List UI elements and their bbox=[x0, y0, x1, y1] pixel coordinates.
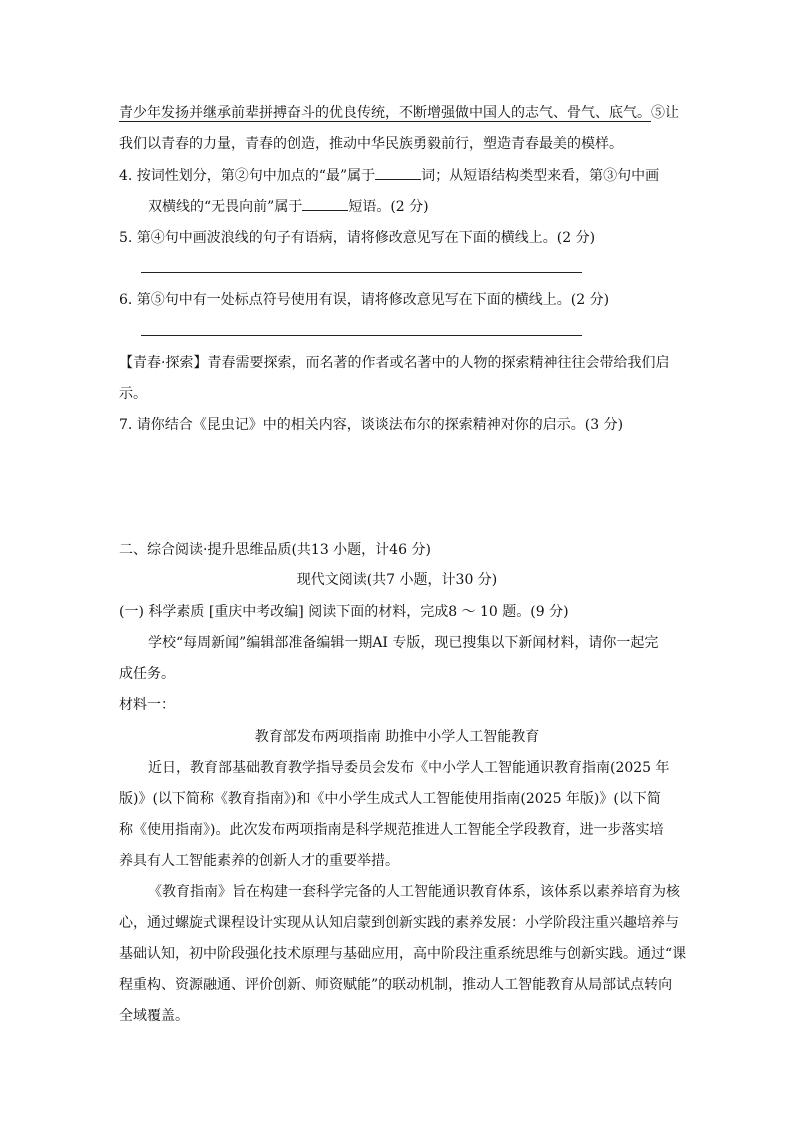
question-6: 6. 第⑤句中有一处标点符号使用有误，请将修改意见写在下面的横线上。(2 分) bbox=[119, 292, 610, 308]
passage-line-1-tail: ⑤让 bbox=[651, 105, 679, 121]
question-5: 5. 第④句中画波浪线的句子有语病，请将修改意见写在下面的横线上。(2 分) bbox=[119, 230, 596, 246]
question-4-line-1 bbox=[119, 165, 659, 186]
question-4-text-c: 双横线的“无畏向前”属于 bbox=[148, 199, 303, 215]
answer-line-q6[interactable] bbox=[141, 335, 582, 336]
material-label: 材料一： bbox=[119, 697, 175, 713]
passage-line-1 bbox=[119, 103, 679, 123]
intro-line-1: 学校“每周新闻”编辑部准备编辑一期AI 专版，现已搜集以下新闻材料，请你一起完 bbox=[148, 635, 659, 651]
paragraph-2-line-4: 程重构、资源融通、评价创新、师资赋能”的联动机制，推动人工智能教育从局部试点转向 bbox=[119, 977, 673, 993]
wavy-underlined-sentence: 青少年发扬并继承前辈拼搏奋斗的优良传统，不断增强做中国人的志气、骨气、底气。 bbox=[119, 105, 651, 121]
section-2-subheading: 现代文阅读(共7 小题，计30 分) bbox=[296, 572, 498, 588]
part-1-heading: (一) 科学素质 [重庆中考改编] 阅读下面的材料，完成8 ～ 10 题。(9 分) bbox=[119, 604, 569, 620]
paragraph-1-line-1: 近日，教育部基础教育教学指导委员会发布《中小学人工智能通识教育指南(2025 年 bbox=[148, 760, 670, 776]
answer-blank-q4-part1[interactable] bbox=[375, 165, 421, 180]
section-2-heading: 二、综合阅读·提升思维品质(共13 小题，计46 分) bbox=[119, 542, 431, 558]
paragraph-2-line-1: 《教育指南》旨在构建一套科学完备的人工智能通识教育体系，该体系以素养培育为核 bbox=[148, 884, 680, 900]
answer-blank-q4-part2[interactable] bbox=[302, 196, 348, 211]
paragraph-2-line-3: 基础认知，初中阶段强化技术原理与基础应用，高中阶段注重系统思维与创新实践。通过“课 bbox=[119, 946, 687, 962]
intro-line-2: 成任务。 bbox=[119, 666, 175, 682]
question-4-text-a: 4. 按词性划分，第②句中加点的“最”属于 bbox=[119, 168, 376, 184]
paragraph-1-line-4: 养具有人工智能素养的创新人才的重要举措。 bbox=[119, 853, 399, 869]
question-4-text-b: 词；从短语结构类型来看，第③句中画 bbox=[421, 168, 660, 184]
paragraph-1-line-3: 称《使用指南》)。此次发布两项指南是科学规范推进人工智能全学段教育，进一步落实培 bbox=[119, 822, 664, 838]
question-4-text-d: 短语。(2 分) bbox=[348, 199, 429, 215]
paragraph-1-line-2: 版)》(以下简称《教育指南》)和《中小学生成式人工智能使用指南(2025 年版)》(以下简 bbox=[119, 791, 661, 807]
paragraph-2-line-5: 全域覆盖。 bbox=[119, 1008, 189, 1024]
article-title: 教育部发布两项指南 助推中小学人工智能教育 bbox=[254, 729, 540, 745]
answer-line-q5[interactable] bbox=[141, 272, 582, 273]
explore-heading-line-1: 【青春·探索】青春需要探索，而名著的作者或名著中的人物的探索精神往往会带给我们启 bbox=[119, 355, 670, 371]
question-7: 7. 请你结合《昆虫记》中的相关内容，谈谈法布尔的探索精神对你的启示。(3 分) bbox=[119, 417, 624, 433]
explore-heading-line-2: 示。 bbox=[119, 386, 147, 402]
paragraph-2-line-2: 心，通过螺旋式课程设计实现从认知启蒙到创新实践的素养发展：小学阶段注重兴趣培养与 bbox=[119, 915, 679, 931]
question-4-line-2 bbox=[148, 196, 429, 217]
passage-line-2: 我们以青春的力量，青春的创造，推动中华民族勇毅前行，塑造青春最美的模样。 bbox=[119, 136, 623, 152]
